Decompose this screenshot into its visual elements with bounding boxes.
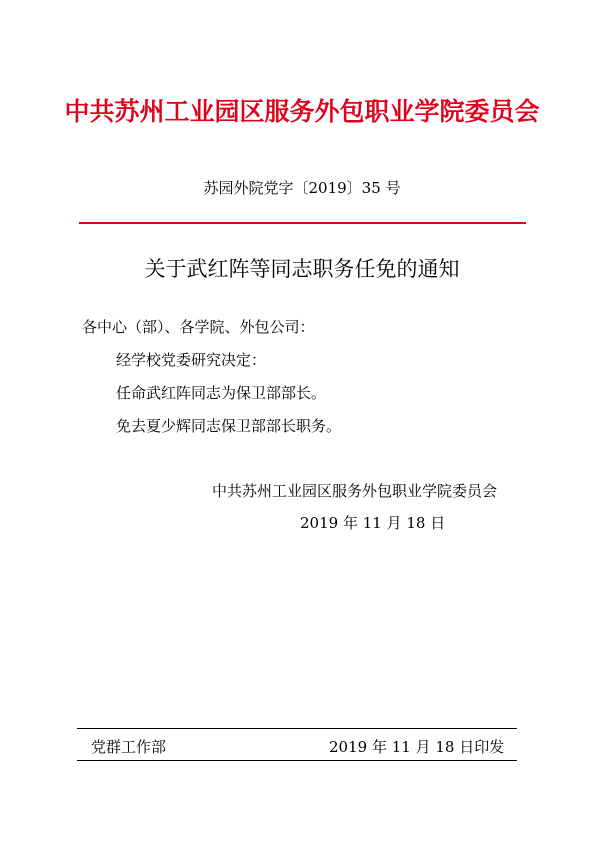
notice-title: 关于武红阵等同志职务任免的通知	[144, 257, 460, 281]
body-line-appointment: 任命武红阵同志为保卫部部长。	[116, 384, 327, 402]
red-header-rule	[79, 222, 526, 224]
document-number: 苏园外院党字〔2019〕35 号	[203, 179, 401, 197]
signature-organization: 中共苏州工业园区服务外包职业学院委员会	[212, 482, 498, 500]
body-line-dismissal: 免去夏少辉同志保卫部部长职务。	[116, 417, 342, 435]
signature-date: 2019 年 11 月 18 日	[300, 514, 446, 532]
organization-header: 中共苏州工业园区服务外包职业学院委员会	[64, 97, 540, 126]
body-line-decision: 经学校党委研究决定：	[116, 351, 267, 369]
footer-bottom-rule	[77, 760, 517, 761]
salutation: 各中心（部）、各学院、外包公司：	[82, 318, 315, 336]
footer-top-rule	[77, 728, 517, 729]
footer-issuer: 党群工作部	[91, 738, 167, 756]
footer-issue-date: 2019 年 11 月 18 日印发	[329, 738, 505, 756]
